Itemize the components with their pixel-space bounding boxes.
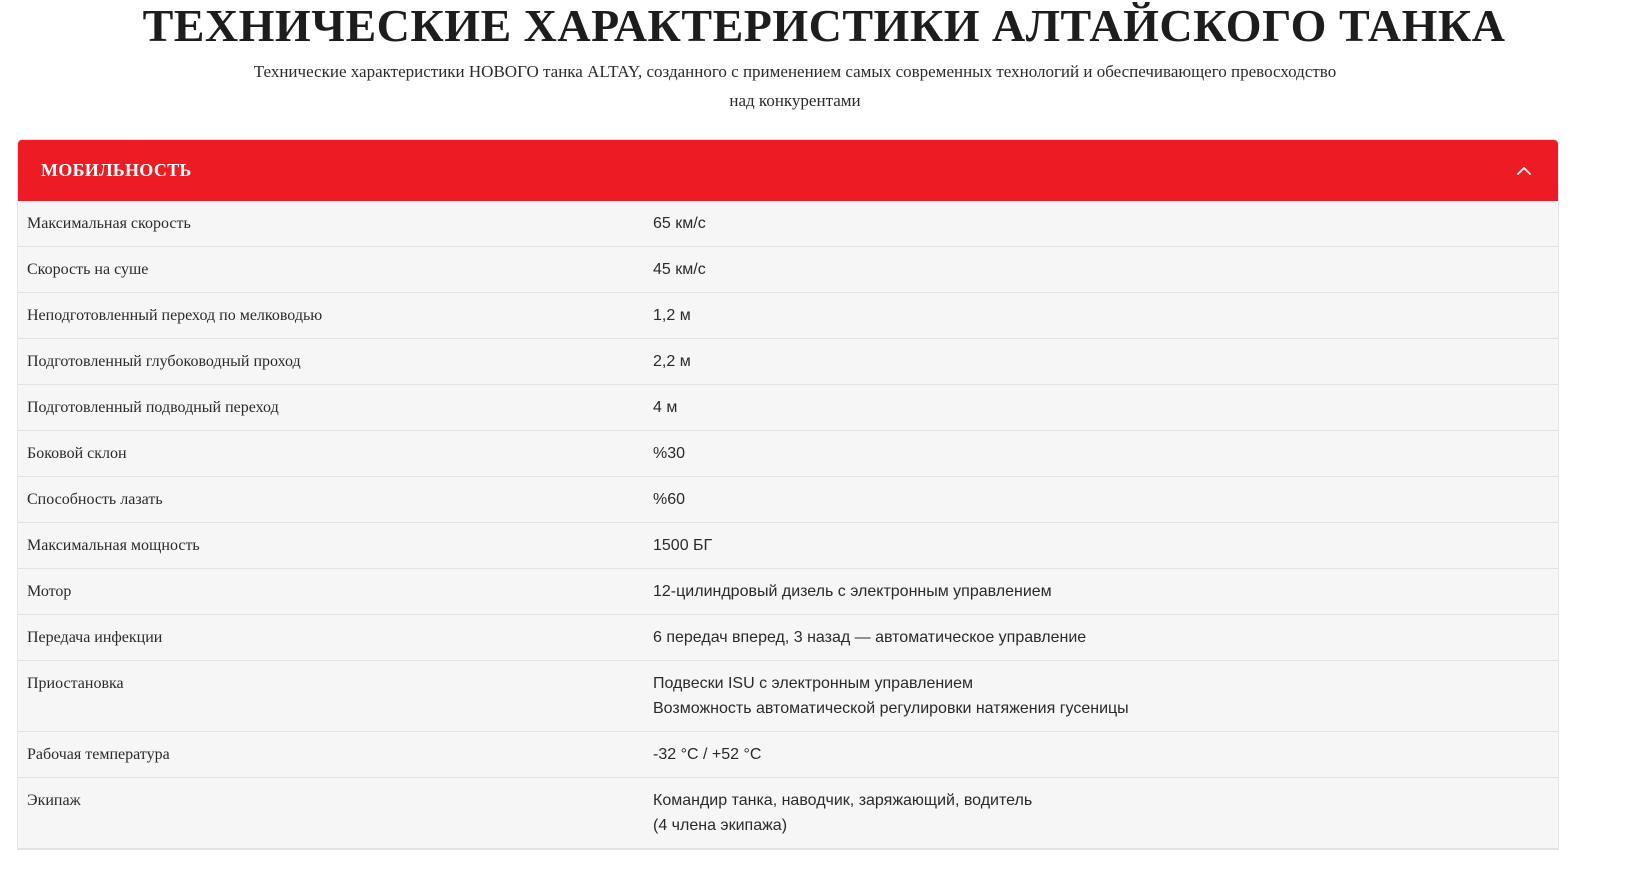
spec-value	[644, 431, 1558, 477]
spec-label: Подготовленный подводный переход	[18, 385, 644, 431]
spec-value	[644, 477, 1558, 523]
spec-value-line: 4 м	[653, 399, 678, 416]
spec-label: Неподготовленный переход по мелководью	[18, 293, 644, 339]
spec-label: Скорость на суше	[18, 247, 644, 293]
page-title: ТЕХНИЧЕСКИЕ ХАРАКТЕРИСТИКИ АЛТАЙСКОГО ТАНКА	[142, 0, 1506, 51]
spec-value-line: 6 передач вперед, 3 назад — автоматическое управление	[653, 629, 1087, 646]
spec-row	[18, 339, 1558, 385]
spec-row	[18, 293, 1558, 339]
spec-row	[18, 477, 1558, 523]
spec-label: Способность лазать	[18, 477, 644, 523]
spec-label: Боковой склон	[18, 431, 644, 477]
mobility-accordion-header[interactable]	[18, 140, 1558, 201]
spec-value-line: 1,2 м	[653, 307, 691, 324]
spec-value-line: 65 км/с	[653, 215, 706, 232]
spec-value-line: -32 °C / +52 °C	[653, 746, 762, 763]
spec-value-line: %60	[653, 491, 686, 508]
spec-row	[18, 615, 1558, 661]
spec-label: Максимальная скорость	[18, 201, 644, 247]
spec-label: Рабочая температура	[18, 732, 644, 778]
spec-value	[644, 293, 1558, 339]
spec-value	[644, 247, 1558, 293]
spec-value-line: Командир танка, наводчик, заряжающий, водитель	[653, 792, 1033, 809]
mobility-accordion	[17, 139, 1559, 850]
spec-value-line: 2,2 м	[653, 353, 691, 370]
spec-label: Максимальная мощность	[18, 523, 644, 569]
spec-row	[18, 247, 1558, 293]
spec-row	[18, 732, 1558, 778]
spec-value	[644, 385, 1558, 431]
spec-value	[644, 569, 1558, 615]
spec-label: Экипаж	[18, 778, 644, 849]
spec-value-line: 45 км/с	[653, 261, 706, 278]
page-subtitle: Технические характеристики НОВОГО танка ALTAY, созданного с применением самых современных технологий и обеспечивающего превосходство над конкурентами	[253, 62, 1337, 110]
spec-value-line: Подвески ISU с электронным управлением	[653, 675, 974, 692]
spec-value	[644, 661, 1558, 732]
spec-row	[18, 778, 1558, 849]
spec-row	[18, 661, 1558, 732]
spec-value	[644, 732, 1558, 778]
spec-row	[18, 201, 1558, 247]
spec-label: Подготовленный глубоководный проход	[18, 339, 644, 385]
spec-row	[18, 431, 1558, 477]
spec-value-line: Возможность автоматической регулировки натяжения гусеницы	[653, 700, 1129, 717]
spec-row	[18, 569, 1558, 615]
spec-value-line: 1500 БГ	[653, 537, 713, 554]
spec-value	[644, 523, 1558, 569]
accordion-title: МОБИЛЬНОСТЬ	[41, 160, 192, 180]
spec-value	[644, 778, 1558, 849]
spec-row	[18, 385, 1558, 431]
spec-label: Приостановка	[18, 661, 644, 732]
spec-value	[644, 201, 1558, 247]
chevron-up-icon[interactable]	[1516, 163, 1532, 179]
spec-value-line: %30	[653, 445, 686, 462]
spec-value	[644, 615, 1558, 661]
spec-table	[18, 201, 1558, 849]
spec-label: Мотор	[18, 569, 644, 615]
spec-label: Передача инфекции	[18, 615, 644, 661]
spec-row	[18, 523, 1558, 569]
spec-value	[644, 339, 1558, 385]
spec-value-line: (4 члена экипажа)	[653, 817, 788, 834]
spec-value-line: 12-цилиндровый дизель с электронным управлением	[653, 583, 1052, 600]
